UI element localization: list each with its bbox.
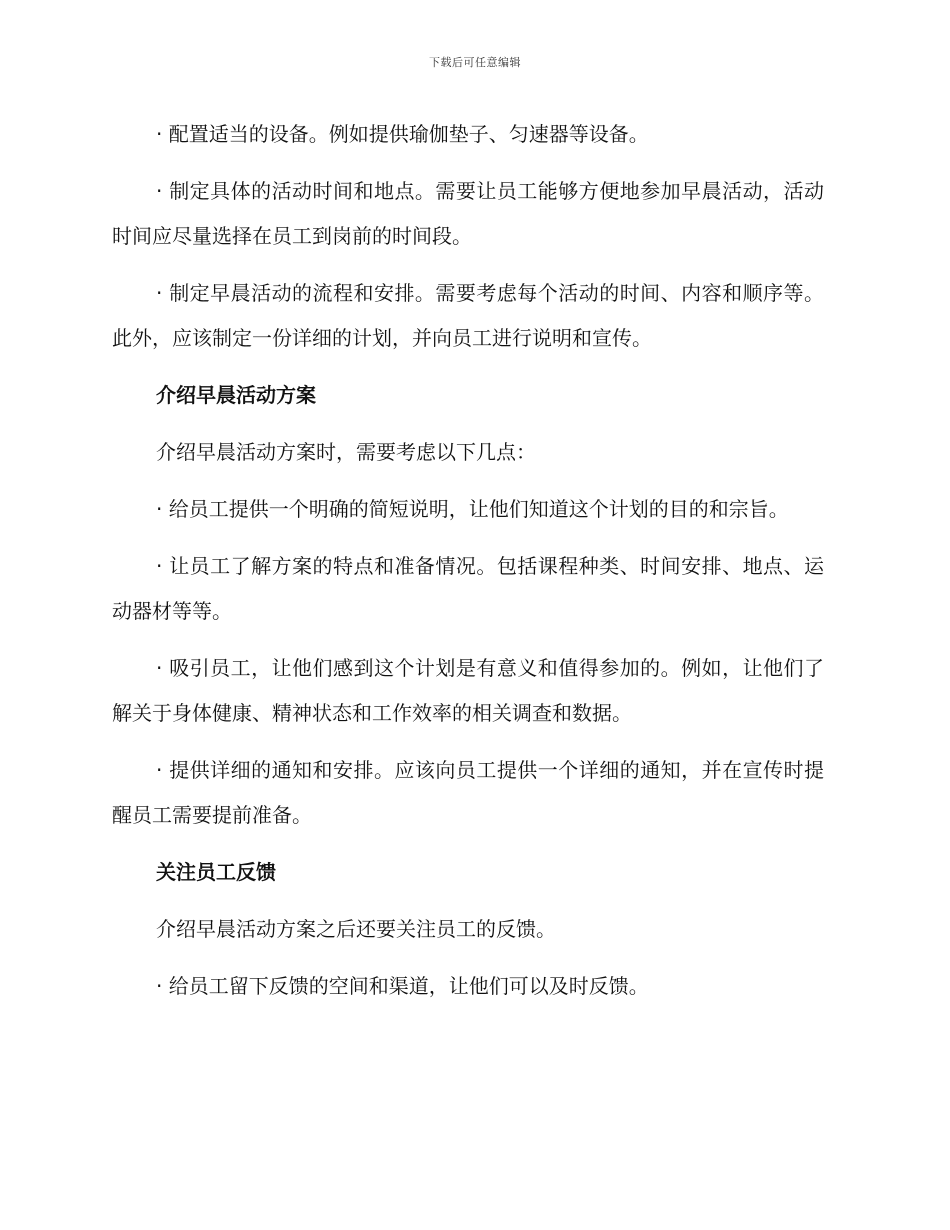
bullet-paragraph: · 让员工了解方案的特点和准备情况。包括课程种类、时间安排、地点、运动器材等等。 <box>112 554 824 623</box>
bullet-paragraph: · 吸引员工，让他们感到这个计划是有意义和值得参加的。例如，让他们了解关于身体健康、精神状态和工作效率的相关调查和数据。 <box>112 656 824 725</box>
section-heading: 关注员工反馈 <box>156 860 276 884</box>
bullet-paragraph: · 给员工留下反馈的空间和渠道，让他们可以及时反馈。 <box>156 974 649 998</box>
bullet-paragraph: · 制定具体的活动时间和地点。需要让员工能够方便地参加早晨活动，活动时间应尽量选择在员工到岗前的时间段。 <box>112 179 824 248</box>
document-body <box>112 112 824 1009</box>
bullet-paragraph: · 制定早晨活动的流程和安排。需要考虑每个活动的时间、内容和顺序等。此外，应该制定一份详细的计划，并向员工进行说明和宣传。 <box>112 281 824 350</box>
intro-paragraph: 介绍早晨活动方案之后还要关注员工的反馈。 <box>156 917 556 941</box>
bullet-paragraph: · 给员工提供一个明确的简短说明，让他们知道这个计划的目的和宗旨。 <box>156 497 789 521</box>
section-heading: 介绍早晨活动方案 <box>156 383 316 407</box>
bullet-paragraph: · 配置适当的设备。例如提供瑜伽垫子、匀速器等设备。 <box>156 122 649 146</box>
header-note: 下载后可任意编辑 <box>429 56 521 69</box>
bullet-paragraph: · 提供详细的通知和安排。应该向员工提供一个详细的通知，并在宣传时提醒员工需要提前准备。 <box>112 758 824 827</box>
intro-paragraph: 介绍早晨活动方案时，需要考虑以下几点： <box>156 440 536 464</box>
